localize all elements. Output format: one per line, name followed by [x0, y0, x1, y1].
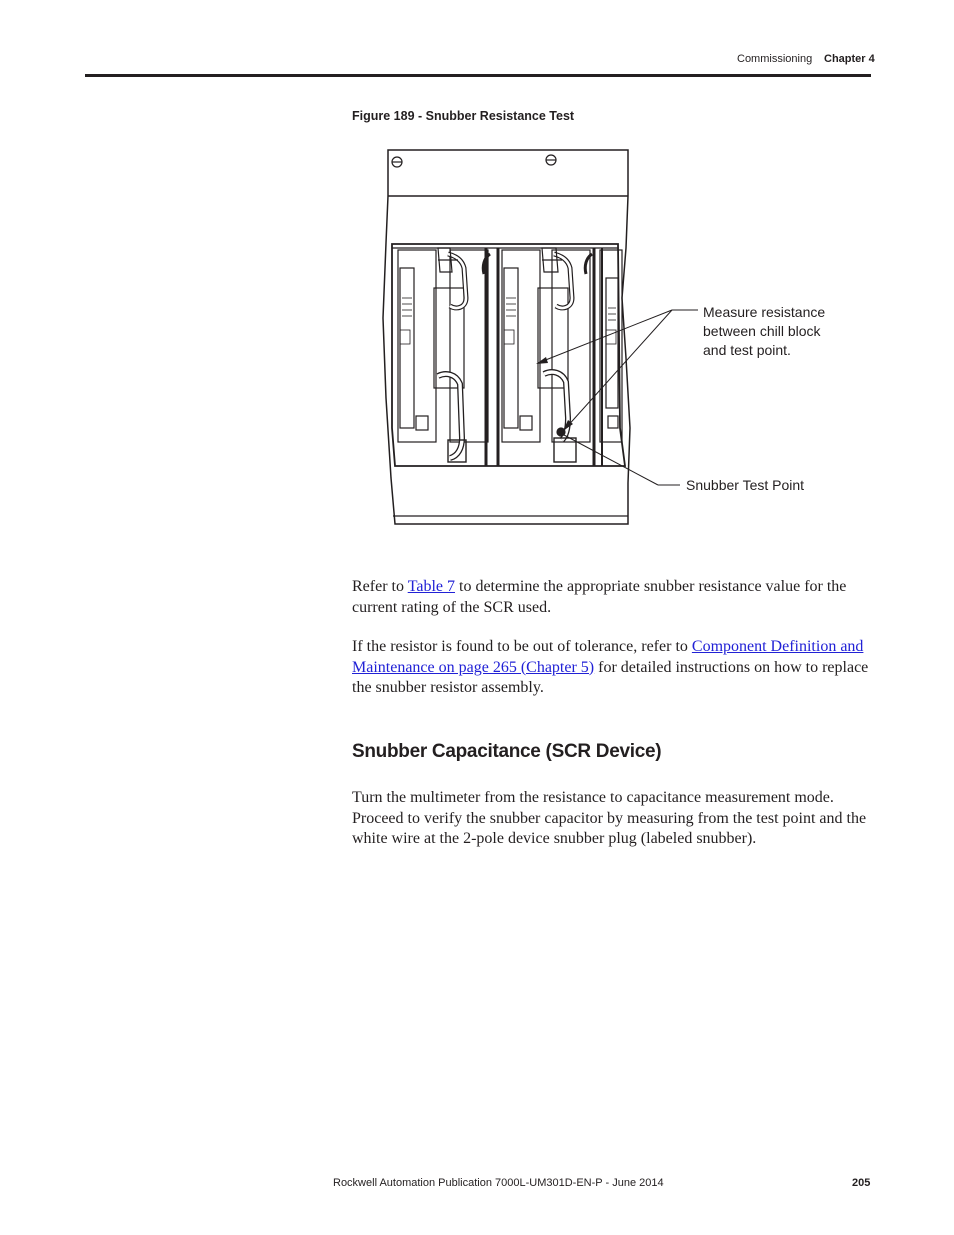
paragraph-out-of-tolerance: If the resistor is found to be out of tolerance, refer to Component Definition and Maintenance on page 265 (Chapter 5) for detailed instructions on how to replace the snubber resistor assembly.: [352, 638, 869, 696]
figure-caption: Figure 189 - Snubber Resistance Test: [352, 109, 575, 123]
link-table-7[interactable]: Table 7: [407, 578, 455, 595]
header-section-name: Commissioning: [737, 53, 813, 65]
callout-measure-resistance: [703, 303, 825, 360]
callout-line: Measure resistance: [703, 304, 826, 320]
panel-2: [450, 250, 488, 442]
callout-snubber-test-point: Snubber Test Point: [686, 477, 805, 493]
callout-line: and test point.: [703, 342, 791, 358]
callout-line: between chill block: [703, 323, 821, 339]
footer-publication: Rockwell Automation Publication 7000L-UM301D-EN-P - June 2014: [333, 1177, 664, 1189]
link-component-definition[interactable]: Component Definition and Maintenance on page 265 (Chapter 5): [352, 638, 864, 676]
panel-1: [398, 250, 436, 442]
paragraph-capacitance: Turn the multimeter from the resistance to capacitance measurement mode. Proceed to verify the snubber capacitor by measuring from the test point and the white wire at the 2-pole device snubber plug (labeled snubber).: [352, 789, 867, 847]
leader-measure-left: [538, 310, 672, 363]
header-chapter: Chapter 4: [824, 53, 875, 65]
panel-3: [502, 250, 540, 442]
footer-page-number: 205: [852, 1177, 871, 1189]
header-rule: [85, 74, 871, 77]
paragraph-refer-table: Refer to Table 7 to determine the appropriate snubber resistance value for the current rating of the SCR used.: [352, 578, 847, 616]
snubber-test-point: [557, 428, 565, 436]
section-heading: Snubber Capacitance (SCR Device): [352, 741, 662, 762]
